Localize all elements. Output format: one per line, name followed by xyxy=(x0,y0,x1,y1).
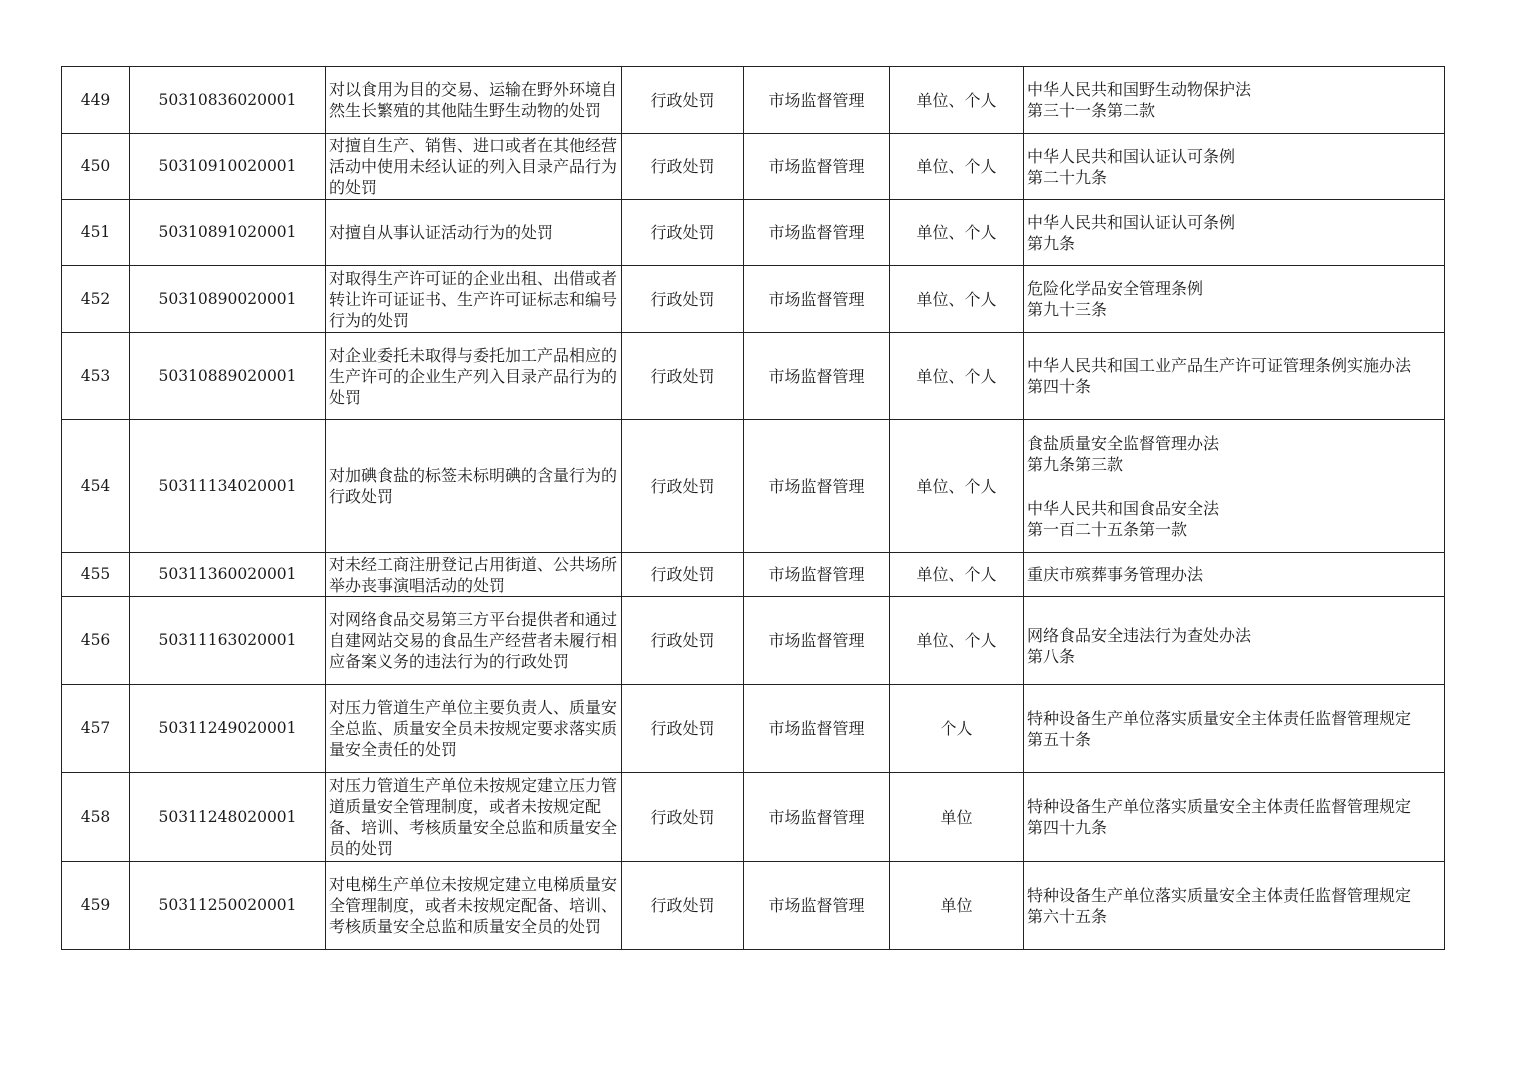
power-type: 行政处罚 xyxy=(622,67,744,134)
management-field: 市场监督管理 xyxy=(744,420,890,553)
item-name: 对压力管道生产单位未按规定建立压力管道质量安全管理制度，或者未按规定配备、培训、考核质量安全总监和质量安全员的处罚 xyxy=(326,773,622,862)
legal-basis xyxy=(1024,685,1445,773)
row-number: 456 xyxy=(62,597,130,685)
item-code: 50311163020001 xyxy=(130,597,326,685)
basis-law: 食盐质量安全监督管理办法 xyxy=(1027,433,1220,453)
administrative-penalty-table xyxy=(61,66,1445,950)
power-type: 行政处罚 xyxy=(622,266,744,333)
item-name: 对擅自从事认证活动行为的处罚 xyxy=(326,200,622,266)
item-name: 对擅自生产、销售、进口或者在其他经营活动中使用未经认证的列入目录产品行为的处罚 xyxy=(326,134,622,200)
power-type: 行政处罚 xyxy=(622,553,744,597)
table-row xyxy=(62,773,1445,862)
power-type: 行政处罚 xyxy=(622,685,744,773)
item-name: 对电梯生产单位未按规定建立电梯质量安全管理制度，或者未按规定配备、培训、考核质量安全总监和质量安全员的处罚 xyxy=(326,862,622,950)
basis-spacer xyxy=(1027,475,1441,498)
applicable-target: 单位、个人 xyxy=(890,597,1024,685)
item-code: 50310891020001 xyxy=(130,200,326,266)
basis-law: 中华人民共和国认证认可条例 xyxy=(1027,146,1236,166)
item-name: 对企业委托未取得与委托加工产品相应的生产许可的企业生产列入目录产品行为的处罚 xyxy=(326,333,622,420)
power-type: 行政处罚 xyxy=(622,333,744,420)
basis-law: 中华人民共和国野生动物保护法 xyxy=(1027,80,1252,99)
legal-basis xyxy=(1024,420,1445,553)
table-row xyxy=(62,67,1445,134)
legal-basis xyxy=(1024,773,1445,862)
item-code: 50310890020001 xyxy=(130,266,326,333)
row-number: 452 xyxy=(62,266,130,333)
row-number: 450 xyxy=(62,134,130,200)
legal-basis xyxy=(1024,266,1445,333)
table-row xyxy=(62,134,1445,200)
basis-law: 中华人民共和国食品安全法 xyxy=(1027,498,1220,518)
row-number: 453 xyxy=(62,333,130,420)
applicable-target: 单位、个人 xyxy=(890,266,1024,333)
item-code: 50311248020001 xyxy=(130,773,326,862)
row-number: 459 xyxy=(62,862,130,950)
item-code: 50310836020001 xyxy=(130,67,326,134)
basis-article: 第四十条 xyxy=(1027,377,1092,396)
row-number: 449 xyxy=(62,67,130,134)
applicable-target: 单位、个人 xyxy=(890,420,1024,553)
legal-basis xyxy=(1024,333,1445,420)
item-code: 50311360020001 xyxy=(130,553,326,597)
item-name: 对压力管道生产单位主要负责人、质量安全总监、质量安全员未按规定要求落实质量安全责任的处罚 xyxy=(326,685,622,773)
basis-law: 重庆市殡葬事务管理办法 xyxy=(1027,565,1204,584)
basis-article: 第八条 xyxy=(1027,646,1076,666)
power-type: 行政处罚 xyxy=(622,134,744,200)
item-code: 50311249020001 xyxy=(130,685,326,773)
management-field: 市场监督管理 xyxy=(744,200,890,266)
management-field: 市场监督管理 xyxy=(744,333,890,420)
basis-article: 第二十九条 xyxy=(1027,167,1108,187)
management-field: 市场监督管理 xyxy=(744,553,890,597)
basis-article: 第三十一条第二款 xyxy=(1027,101,1156,120)
applicable-target: 单位、个人 xyxy=(890,200,1024,266)
legal-basis xyxy=(1024,200,1445,266)
applicable-target: 单位、个人 xyxy=(890,67,1024,134)
table-row xyxy=(62,862,1445,950)
applicable-target: 单位、个人 xyxy=(890,553,1024,597)
power-type: 行政处罚 xyxy=(622,420,744,553)
basis-law: 特种设备生产单位落实质量安全主体责任监督管理规定 xyxy=(1027,885,1412,905)
item-code: 50311250020001 xyxy=(130,862,326,950)
basis-law: 网络食品安全违法行为查处办法 xyxy=(1027,625,1252,645)
management-field: 市场监督管理 xyxy=(744,67,890,134)
row-number: 454 xyxy=(62,420,130,553)
table-row xyxy=(62,333,1445,420)
item-name: 对取得生产许可证的企业出租、出借或者转让许可证证书、生产许可证标志和编号行为的处罚 xyxy=(326,266,622,333)
basis-law: 危险化学品安全管理条例 xyxy=(1027,279,1204,298)
applicable-target: 个人 xyxy=(890,685,1024,773)
applicable-target: 单位、个人 xyxy=(890,333,1024,420)
basis-article: 第九条 xyxy=(1027,233,1076,253)
table-row xyxy=(62,553,1445,597)
power-type: 行政处罚 xyxy=(622,773,744,862)
applicable-target: 单位、个人 xyxy=(890,134,1024,200)
basis-article: 第四十九条 xyxy=(1027,818,1108,837)
item-code: 50311134020001 xyxy=(130,420,326,553)
legal-basis xyxy=(1024,67,1445,134)
management-field: 市场监督管理 xyxy=(744,597,890,685)
legal-basis xyxy=(1024,134,1445,200)
management-field: 市场监督管理 xyxy=(744,773,890,862)
basis-article: 第一百二十五条第一款 xyxy=(1027,519,1188,539)
item-code: 50310889020001 xyxy=(130,333,326,420)
row-number: 458 xyxy=(62,773,130,862)
power-type: 行政处罚 xyxy=(622,862,744,950)
table-row xyxy=(62,266,1445,333)
power-type: 行政处罚 xyxy=(622,597,744,685)
table-row xyxy=(62,200,1445,266)
management-field: 市场监督管理 xyxy=(744,685,890,773)
legal-basis xyxy=(1024,553,1445,597)
table-body xyxy=(62,67,1445,950)
power-type: 行政处罚 xyxy=(622,200,744,266)
applicable-target: 单位 xyxy=(890,862,1024,950)
basis-article: 第五十条 xyxy=(1027,729,1092,749)
legal-basis xyxy=(1024,597,1445,685)
legal-basis xyxy=(1024,862,1445,950)
item-name: 对以食用为目的交易、运输在野外环境自然生长繁殖的其他陆生野生动物的处罚 xyxy=(326,67,622,134)
table-row xyxy=(62,420,1445,553)
management-field: 市场监督管理 xyxy=(744,134,890,200)
item-code: 50310910020001 xyxy=(130,134,326,200)
basis-law: 中华人民共和国认证认可条例 xyxy=(1027,212,1236,232)
item-name: 对未经工商注册登记占用街道、公共场所举办丧事演唱活动的处罚 xyxy=(326,553,622,597)
basis-law: 特种设备生产单位落实质量安全主体责任监督管理规定 xyxy=(1027,708,1412,728)
basis-law: 中华人民共和国工业产品生产许可证管理条例实施办法 xyxy=(1027,356,1412,375)
row-number: 455 xyxy=(62,553,130,597)
row-number: 457 xyxy=(62,685,130,773)
applicable-target: 单位 xyxy=(890,773,1024,862)
item-name: 对网络食品交易第三方平台提供者和通过自建网站交易的食品生产经营者未履行相应备案义务的违法行为的行政处罚 xyxy=(326,597,622,685)
management-field: 市场监督管理 xyxy=(744,862,890,950)
basis-article: 第九十三条 xyxy=(1027,300,1108,319)
table-row xyxy=(62,685,1445,773)
basis-article: 第六十五条 xyxy=(1027,906,1108,926)
management-field: 市场监督管理 xyxy=(744,266,890,333)
basis-law: 特种设备生产单位落实质量安全主体责任监督管理规定 xyxy=(1027,797,1412,816)
basis-article: 第九条第三款 xyxy=(1027,454,1124,474)
table-row xyxy=(62,597,1445,685)
item-name: 对加碘食盐的标签未标明碘的含量行为的行政处罚 xyxy=(326,420,622,553)
row-number: 451 xyxy=(62,200,130,266)
